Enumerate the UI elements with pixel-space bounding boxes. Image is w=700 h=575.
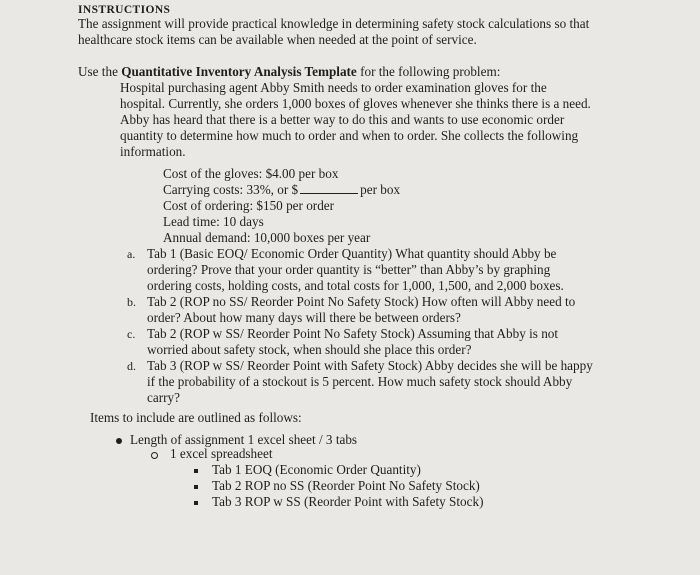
problem-line-5: information. xyxy=(120,144,186,159)
question-b-line-1: Tab 2 (ROP no SS/ Reorder Point No Safety Stock) How often will Abby need to xyxy=(147,294,576,309)
instructions-heading: INSTRUCTIONS xyxy=(78,4,171,16)
items-intro: Items to include are outlined as follows: xyxy=(90,410,302,425)
info-ordering: Cost of ordering: $150 per order xyxy=(163,198,335,213)
intro-line-1: The assignment will provide practical knowledge in determining safety stock calculations so that xyxy=(78,16,590,31)
info-lead: Lead time: 10 days xyxy=(163,214,264,229)
question-a-marker: a. xyxy=(127,247,136,261)
info-demand: Annual demand: 10,000 boxes per year xyxy=(163,230,371,245)
question-b-line-2: order? About how many days will there be between orders? xyxy=(147,310,461,325)
bullet-square xyxy=(194,469,198,473)
question-d-marker: d. xyxy=(127,359,136,373)
items-tab-3: Tab 3 ROP w SS (Reorder Point with Safety Stock) xyxy=(212,494,484,509)
bullet-square xyxy=(194,501,198,505)
intro-line-2: healthcare stock items can be available when needed at the point of service. xyxy=(78,32,477,47)
question-d-line-3: carry? xyxy=(147,390,180,405)
question-c-line-2: worried about safety stock, when should she place this order? xyxy=(147,342,472,357)
carrying-suffix: per box xyxy=(360,182,401,197)
use-template-line xyxy=(78,64,500,80)
bullet-circle xyxy=(151,452,158,459)
problem-line-4: quantity to determine how much to order and when to order. She collects the following xyxy=(120,128,579,143)
question-b-marker: b. xyxy=(127,295,136,309)
question-a-line-1: Tab 1 (Basic EOQ/ Economic Order Quantity) What quantity should Abby be xyxy=(147,246,557,261)
bullet-dot xyxy=(116,438,122,444)
carrying-prefix: Carrying costs: 33%, or $ xyxy=(163,182,299,197)
question-c-line-1: Tab 2 (ROP w SS/ Reorder Point No Safety Stock) Assuming that Abby is not xyxy=(147,326,559,341)
question-a-line-3: ordering costs, holding costs, and total costs for 1,000, 1,500, and 2,000 boxes. xyxy=(147,278,564,293)
items-tab-2: Tab 2 ROP no SS (Reorder Point No Safety Stock) xyxy=(212,478,480,493)
question-d-line-1: Tab 3 (ROP w SS/ Reorder Point with Safety Stock) Abby decides she will be happy xyxy=(147,358,593,373)
info-carrying xyxy=(163,182,400,198)
question-a-line-2: ordering? Prove that your order quantity is “better” than Abby’s by graphing xyxy=(147,262,551,277)
problem-line-2: hospital. Currently, she orders 1,000 boxes of gloves whenever she thinks there is a need. xyxy=(120,96,591,111)
problem-line-3: Abby has heard that there is a better way to do this and wants to use economic order xyxy=(120,112,565,127)
items-length: Length of assignment 1 excel sheet / 3 tabs xyxy=(130,432,358,447)
carrying-blank xyxy=(300,182,358,194)
info-cost: Cost of the gloves: $4.00 per box xyxy=(163,166,339,181)
template-name: Quantitative Inventory Analysis Template xyxy=(121,64,357,79)
question-c-marker: c. xyxy=(127,327,136,341)
items-spreadsheet: 1 excel spreadsheet xyxy=(170,446,273,461)
use-prefix: Use the xyxy=(78,64,122,79)
use-suffix: for the following problem: xyxy=(356,64,501,79)
bullet-square xyxy=(194,485,198,489)
question-d-line-2: if the probability of a stockout is 5 percent. How much safety stock should Abby xyxy=(147,374,573,389)
items-tab-1: Tab 1 EOQ (Economic Order Quantity) xyxy=(212,462,421,477)
problem-line-1: Hospital purchasing agent Abby Smith needs to order examination gloves for the xyxy=(120,80,547,95)
